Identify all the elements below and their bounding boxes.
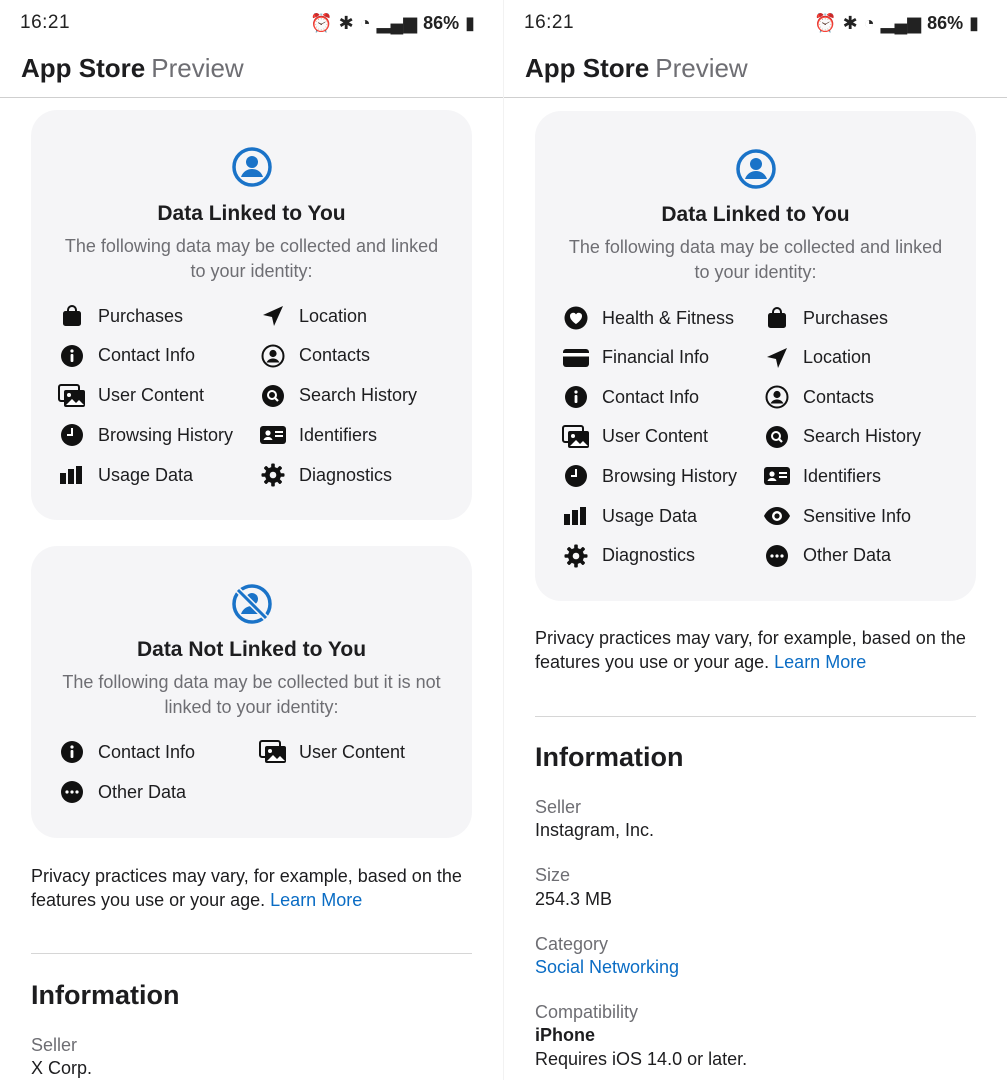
ellipsis-circle-icon	[763, 542, 791, 570]
data-type-label: Usage Data	[98, 464, 194, 485]
size-label: Size	[535, 865, 571, 885]
photos-icon	[58, 382, 86, 410]
privacy-note	[31, 864, 481, 912]
seller-value: X Corp.	[31, 1058, 93, 1078]
data-type-label: Other Data	[803, 545, 892, 566]
data-type-purchases	[58, 302, 183, 330]
info-icon	[562, 383, 590, 411]
privacy-note	[535, 626, 985, 674]
status-bar	[20, 10, 475, 36]
data-type-purchases	[763, 304, 888, 332]
data-type-contact-info	[58, 738, 195, 766]
information-title: Information	[31, 980, 180, 1010]
category-label: Category	[535, 934, 609, 954]
seller-value: Instagram, Inc.	[535, 820, 655, 840]
data-type-search-history	[259, 382, 417, 410]
data-type-label: Usage Data	[602, 505, 698, 526]
compatibility-label: Compatibility	[535, 1002, 639, 1022]
data-type-identifiers	[259, 421, 377, 449]
privacy-text: Privacy practices may vary, for example, based on the features you use or your age.	[31, 866, 462, 910]
data-linked-card	[31, 110, 472, 520]
data-type-label: Sensitive Info	[803, 505, 912, 526]
linked-title: Data Linked to You	[157, 202, 346, 225]
data-type-label: Location	[299, 305, 368, 326]
id-card-icon	[259, 421, 287, 449]
data-type-label: User Content	[299, 741, 406, 762]
data-type-other-data	[763, 542, 891, 570]
photos-icon	[259, 738, 287, 766]
wifi-icon: ◔	[863, 12, 875, 33]
person-crossed-icon	[231, 583, 273, 630]
gear-icon	[562, 542, 590, 570]
seller-label: Seller	[535, 797, 582, 817]
data-type-label: Financial Info	[602, 347, 710, 368]
data-type-identifiers	[763, 462, 881, 490]
clock-icon	[562, 462, 590, 490]
bluetooth-icon: ✱	[338, 12, 354, 33]
data-type-label: Diagnostics	[299, 464, 393, 485]
data-type-financial-info	[562, 344, 709, 372]
data-type-usage-data	[562, 502, 697, 530]
data-type-browsing-history	[562, 462, 737, 490]
location-arrow-icon	[763, 344, 791, 372]
data-type-user-content	[259, 738, 405, 766]
data-type-health-fitness	[562, 304, 734, 332]
not-linked-desc: The following data may be collected but it is not linked to your identity:	[62, 672, 441, 717]
compatibility-requirement: Requires iOS 14.0 or later.	[535, 1049, 748, 1069]
data-type-contacts	[763, 383, 874, 411]
bag-icon	[763, 304, 791, 332]
data-type-label: Diagnostics	[602, 545, 696, 566]
data-type-location	[259, 302, 367, 330]
bar-chart-icon	[58, 461, 86, 489]
bag-icon	[58, 302, 86, 330]
status-bar	[524, 10, 979, 36]
data-type-user-content	[562, 423, 708, 451]
right-screen	[504, 0, 1007, 1080]
info-icon	[58, 342, 86, 370]
data-type-label: Contact Info	[602, 386, 700, 407]
data-type-sensitive-info	[763, 502, 911, 530]
not-linked-title: Data Not Linked to You	[136, 638, 367, 661]
clock-icon	[58, 421, 86, 449]
data-type-label: Browsing History	[602, 465, 738, 486]
data-type-label: Purchases	[803, 307, 889, 328]
section-divider	[535, 716, 976, 717]
data-type-usage-data	[58, 461, 193, 489]
data-type-location	[763, 344, 871, 372]
alarm-icon: ⏰	[310, 12, 333, 33]
data-type-label: Location	[803, 347, 872, 368]
credit-card-icon	[562, 344, 590, 372]
data-linked-card	[535, 111, 976, 601]
bar-chart-icon	[562, 502, 590, 530]
preview-label: Preview	[655, 53, 748, 83]
battery-level: 86%	[423, 12, 460, 33]
data-type-label: Health & Fitness	[602, 307, 735, 328]
data-type-label: Identifiers	[299, 424, 378, 445]
location-arrow-icon	[259, 302, 287, 330]
size-value: 254.3 MB	[535, 889, 613, 909]
data-type-contacts	[259, 342, 370, 370]
signal-icon: ▂▄▆	[880, 12, 922, 33]
search-circle-icon	[259, 382, 287, 410]
wifi-icon: ◔	[359, 12, 371, 33]
data-type-contact-info	[562, 383, 699, 411]
preview-label: Preview	[151, 53, 244, 83]
data-type-label: Contacts	[803, 386, 875, 407]
linked-desc: The following data may be collected and linked to your identity:	[64, 236, 439, 281]
search-circle-icon	[763, 423, 791, 451]
eye-icon	[763, 502, 791, 530]
section-divider	[31, 953, 472, 954]
data-not-linked-card	[31, 546, 472, 838]
person-circle-icon	[231, 146, 273, 193]
data-type-diagnostics	[259, 461, 392, 489]
id-card-icon	[763, 462, 791, 490]
data-type-label: Contact Info	[98, 741, 196, 762]
battery-level: 86%	[927, 12, 964, 33]
battery-icon: ▮	[969, 12, 979, 33]
person-circle-icon	[735, 148, 777, 195]
data-type-diagnostics	[562, 542, 695, 570]
bluetooth-icon: ✱	[842, 12, 858, 33]
app-store-brand[interactable]: App Store	[525, 53, 650, 83]
app-bar	[504, 40, 1007, 98]
heart-icon	[562, 304, 590, 332]
information-title: Information	[535, 742, 684, 772]
data-type-label: Other Data	[98, 781, 187, 802]
data-type-label: User Content	[602, 426, 709, 447]
app-bar	[0, 40, 503, 98]
status-time: 16:21	[524, 12, 575, 33]
battery-icon: ▮	[465, 12, 475, 33]
linked-desc: The following data may be collected and linked to your identity:	[568, 237, 943, 282]
data-type-other-data	[58, 778, 186, 806]
data-type-contact-info	[58, 342, 195, 370]
person-circle-icon	[763, 383, 791, 411]
left-screen	[0, 0, 503, 1080]
status-icons	[814, 13, 979, 34]
data-type-browsing-history	[58, 421, 233, 449]
gear-icon	[259, 461, 287, 489]
data-type-label: Search History	[803, 426, 922, 447]
data-type-label: Contacts	[299, 345, 371, 366]
compatibility-device[interactable]: iPhone	[535, 1025, 596, 1045]
ellipsis-circle-icon	[58, 778, 86, 806]
photos-icon	[562, 423, 590, 451]
privacy-text: Privacy practices may vary, for example, based on the features you use or your age.	[535, 628, 966, 672]
status-icons	[310, 13, 475, 34]
alarm-icon: ⏰	[814, 12, 837, 33]
data-type-search-history	[763, 423, 921, 451]
learn-more-link[interactable]: Learn More	[774, 652, 867, 672]
status-time: 16:21	[20, 12, 71, 33]
learn-more-link[interactable]: Learn More	[270, 890, 363, 910]
data-type-label: Identifiers	[803, 465, 882, 486]
data-type-label: Contact Info	[98, 345, 196, 366]
data-type-label: Purchases	[98, 305, 184, 326]
data-type-label: User Content	[98, 385, 205, 406]
info-icon	[58, 738, 86, 766]
seller-label: Seller	[31, 1035, 78, 1055]
data-type-label: Browsing History	[98, 424, 234, 445]
data-type-user-content	[58, 382, 204, 410]
signal-icon: ▂▄▆	[376, 12, 418, 33]
person-circle-icon	[259, 342, 287, 370]
linked-title: Data Linked to You	[661, 203, 850, 226]
category-link[interactable]: Social Networking	[535, 957, 680, 977]
data-type-label: Search History	[299, 385, 418, 406]
app-store-brand[interactable]: App Store	[21, 53, 146, 83]
